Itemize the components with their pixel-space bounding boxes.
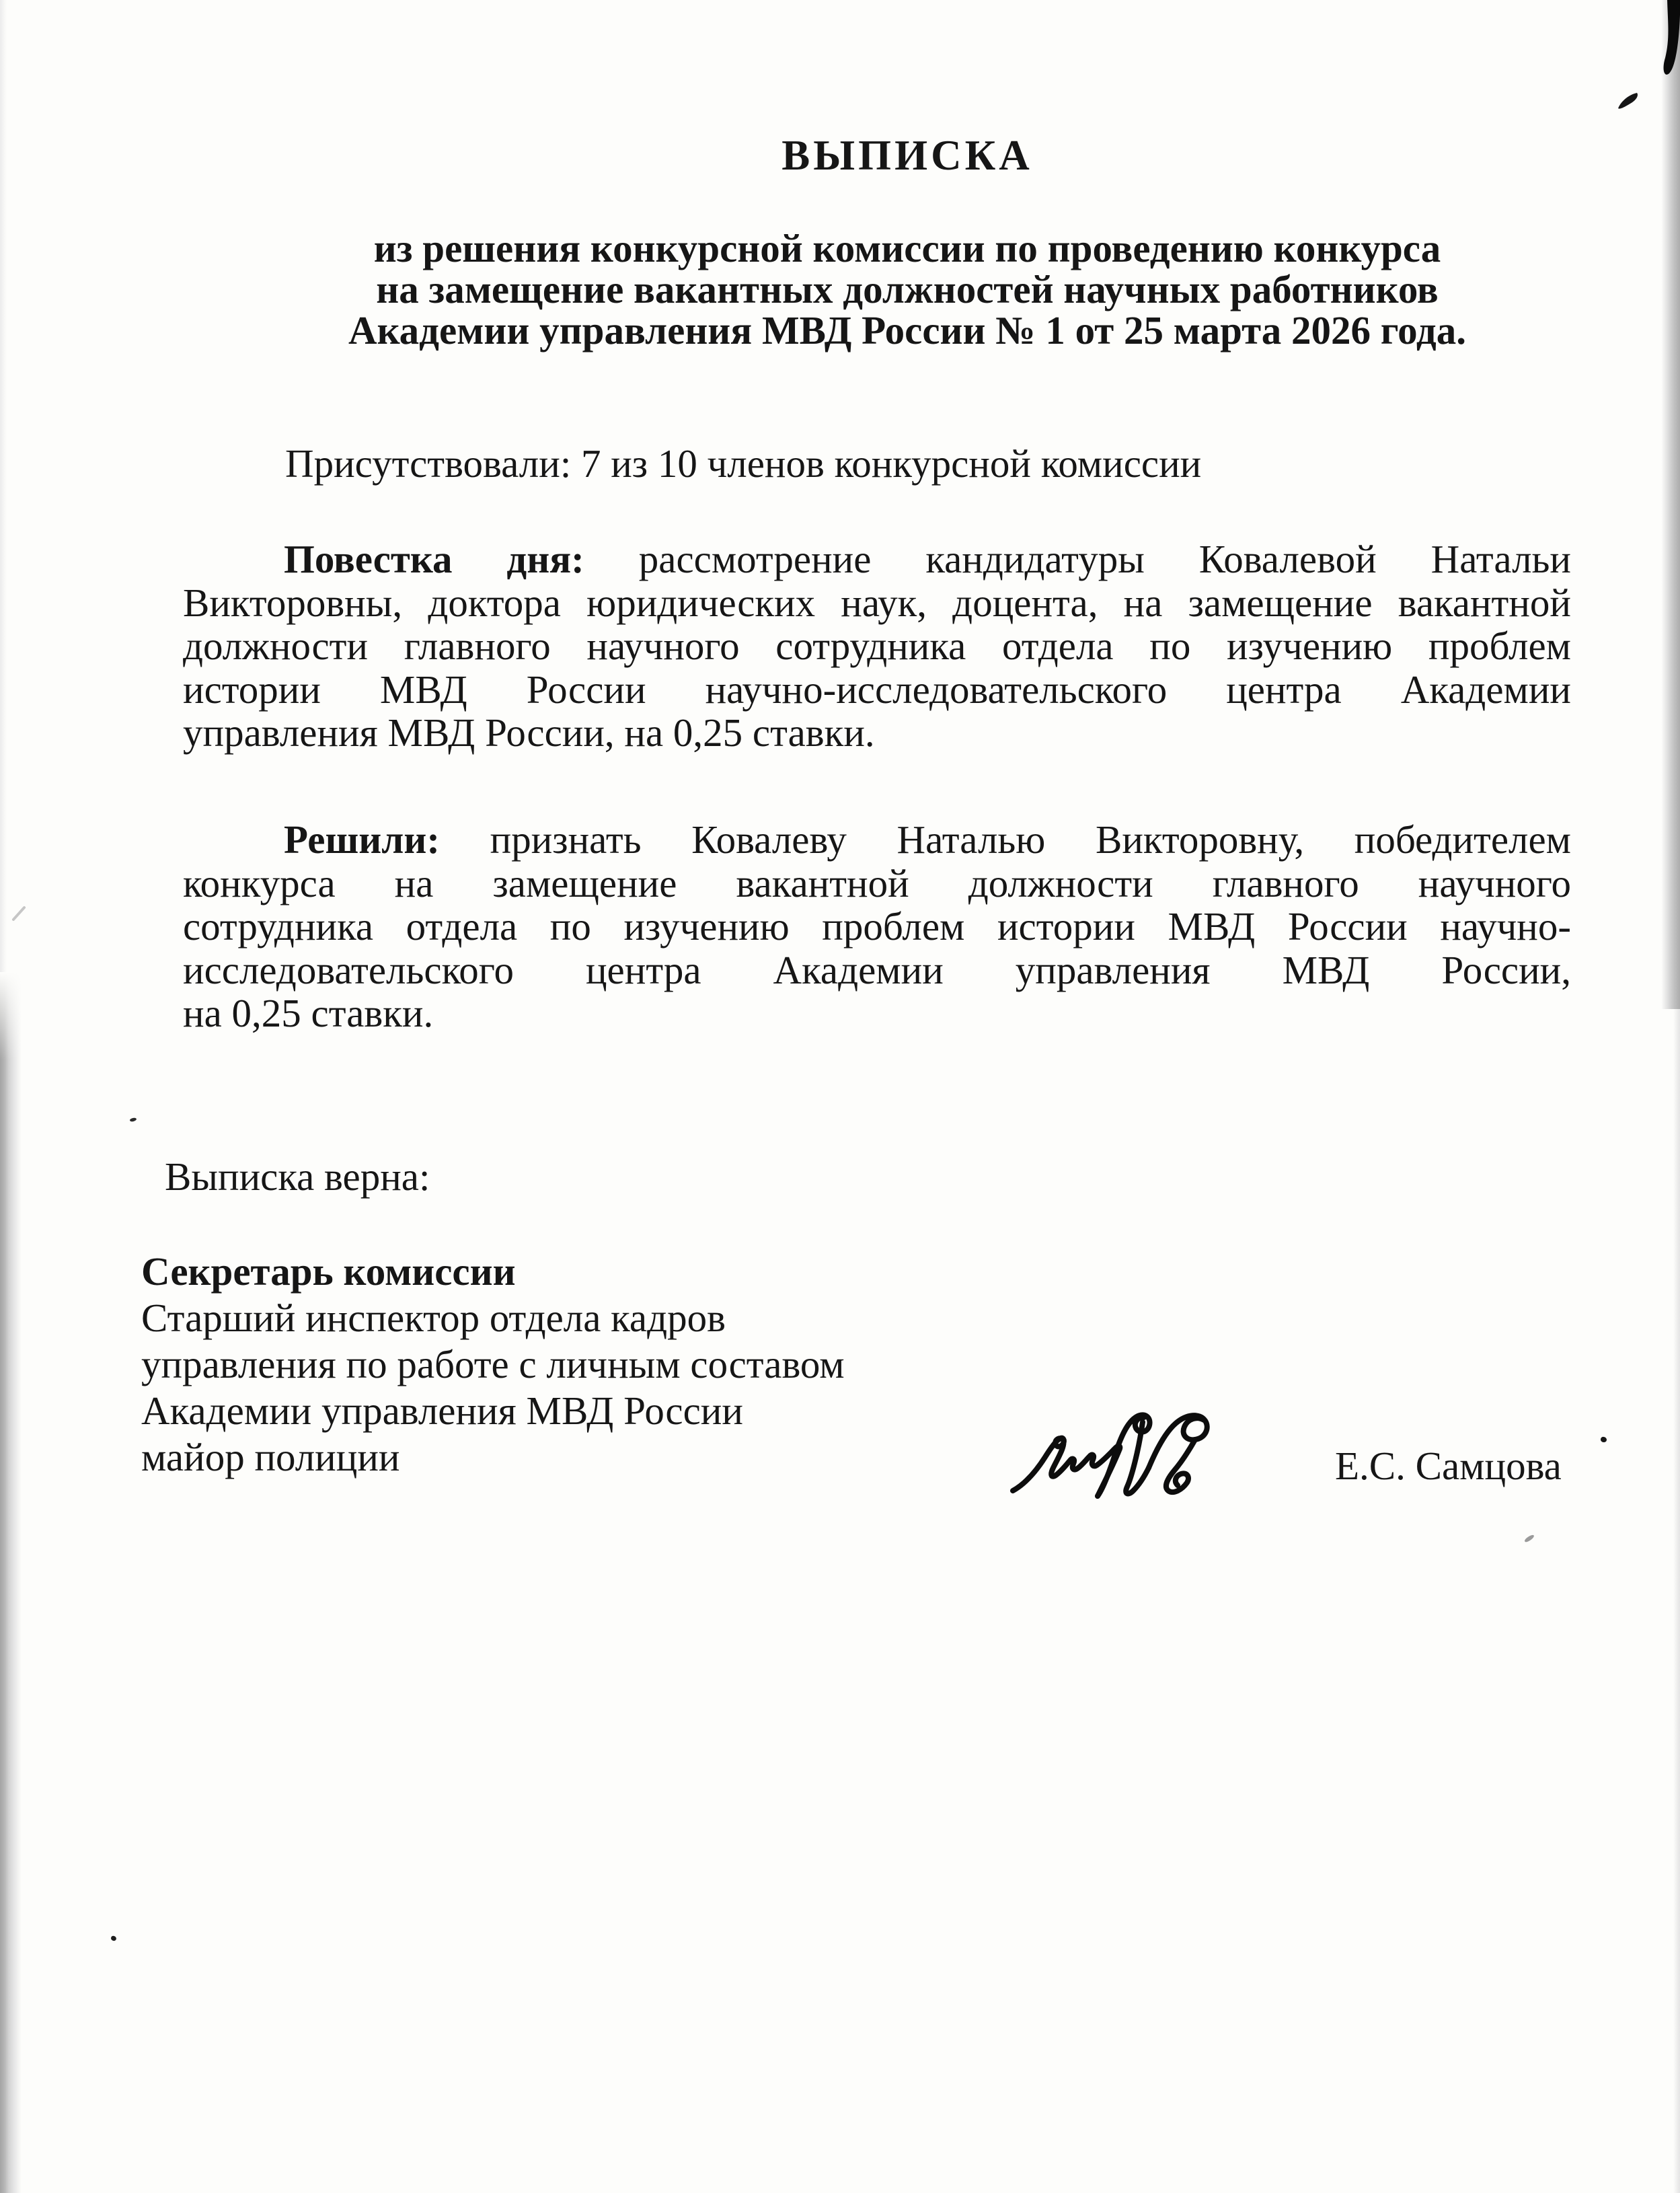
- text-line: сотрудника отдела по изучению проблем истории МВД России научно-: [183, 904, 1571, 949]
- text-line: должности главного научного сотрудника отдела по изучению проблем: [183, 624, 1571, 668]
- agenda-label: Повестка дня:: [284, 537, 584, 581]
- signatory-role-line: управления по работе с личным составом: [141, 1342, 845, 1386]
- signatory-role-line: Академии управления МВД России: [141, 1388, 743, 1433]
- document-title: ВЫПИСКА: [781, 132, 1033, 179]
- handwritten-signature-icon: [995, 1366, 1264, 1540]
- agenda-paragraph: [183, 537, 1571, 755]
- agenda-line-rest: рассмотрение кандидатуры Ковалевой Натальи: [638, 537, 1571, 581]
- dust-speck: [1524, 1534, 1535, 1543]
- signatory-role-title: Секретарь комиссии: [141, 1249, 516, 1294]
- subtitle-line: из решения конкурсной комиссии по проведению конкурса: [373, 226, 1441, 270]
- scan-edge-right-lower: [1673, 1009, 1680, 2193]
- certification-line: Выписка верна:: [165, 1154, 430, 1199]
- scanner-corner-shadow-icon: [1660, 0, 1680, 94]
- scan-edge-left: [0, 972, 22, 2193]
- text-line: конкурса на замещение вакантной должности главного научного: [183, 860, 1571, 905]
- scan-edge-left-fade: [0, 972, 22, 1060]
- subtitle-line: Академии управления МВД России № 1 от 25 марта 2026 года.: [348, 308, 1467, 352]
- signatory-role-line: Старший инспектор отдела кадров: [141, 1296, 726, 1340]
- resolution-paragraph: [183, 818, 1571, 1035]
- scan-scratch: [11, 905, 26, 921]
- document-subtitle: [213, 228, 1601, 351]
- attendance-line: Присутствовали: 7 из 10 членов конкурсной комиссии: [285, 441, 1202, 486]
- text-line: Викторовны, доктора юридических наук, доцента, на замещение вакантной: [183, 580, 1571, 625]
- ink-smudge-icon: [1614, 89, 1644, 113]
- text-line: истории МВД России научно-исследовательского центра Академии: [183, 667, 1571, 712]
- text-line: на 0,25 ставки.: [183, 991, 434, 1035]
- signatory-role-line: майор полиции: [141, 1435, 400, 1479]
- signatory-name: Е.С. Самцова: [1335, 1444, 1562, 1488]
- text-line: управления МВД России, на 0,25 ставки.: [183, 710, 875, 755]
- signatory-block: [141, 1249, 845, 1481]
- scan-edge-right: [1661, 0, 1680, 1009]
- dust-speck: [110, 1935, 117, 1941]
- resolution-line-rest: признать Ковалеву Наталью Викторовну, победителем: [490, 817, 1571, 862]
- text-line: исследовательского центра Академии управления МВД России,: [183, 947, 1571, 992]
- text-line: [183, 818, 1571, 862]
- dust-speck: [130, 1117, 137, 1122]
- text-line: [183, 537, 1571, 581]
- resolution-label: Решили:: [284, 817, 440, 862]
- dust-speck: [1600, 1436, 1607, 1442]
- subtitle-line: на замещение вакантных должностей научных работников: [376, 267, 1439, 311]
- scan-edge-left-faint: [0, 0, 7, 972]
